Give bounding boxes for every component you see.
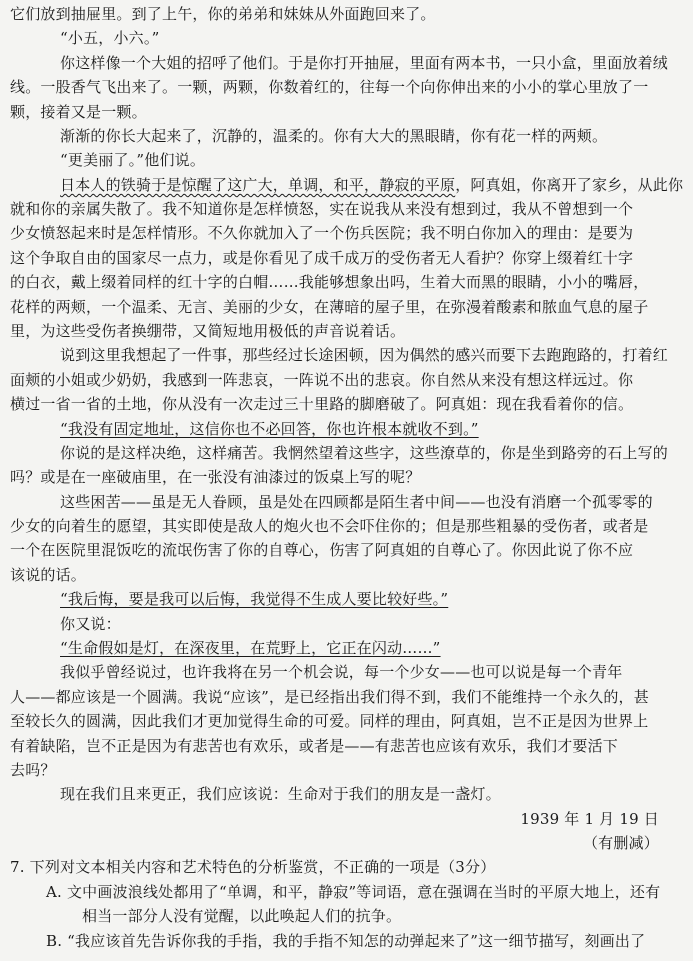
text-line <box>0 175 693 195</box>
option-a-line: 相当一部分人没有觉醒，以此唤起人们的抗争。 <box>82 907 402 925</box>
quote-line <box>0 638 693 658</box>
text-line: 少女的向着生的愿望，其实即使是敌人的炮火也不会吓住你的；但是那些粗暴的受伤者，或者是 <box>10 517 649 535</box>
text-line: 该说的话。 <box>10 566 87 584</box>
underlined-quote: “生命假如是灯，在深夜里，在荒野上，它正在闪动……” <box>60 639 441 657</box>
text-line: 你这样像一个大姐的招呼了他们。于是你打开抽屉，里面有两本书，一只小盒，里面放着绒 <box>60 54 669 72</box>
option-a-line: A. 文中画波浪线处都用了“单调，和平，静寂”等词语，意在强调在当时的平原大地上，还有 <box>46 883 661 901</box>
text-line: 花样的两颊，一个温柔、无言、美丽的少女，在薄暗的屋子里，在弥漫着酸素和脓血气息的屋子 <box>10 298 649 316</box>
text-line: 它们放到抽屉里。到了上午，你的弟弟和妹妹从外面跑回来了。 <box>10 5 436 23</box>
text-line: 至较长久的圆满，因此我们才更加觉得生命的可爱。同样的理由，阿真姐，岂不正是因为世界上 <box>10 712 649 730</box>
date-line: 1939 年 1 月 19 日 <box>520 810 659 828</box>
dialogue-line: “更美丽了。”他们说。 <box>60 151 206 169</box>
quote-line <box>0 589 693 609</box>
text-line: 这个争取自由的国家尽一点力，或是你看见了成千成万的受伤者无人看护？你穿上缀着红十字 <box>10 249 634 267</box>
source-note: （有删减） <box>582 834 659 852</box>
text-line: 这些困苦——虽是无人眷顾，虽是处在四顾都是陌生者中间——也没有消磨一个孤零零的 <box>60 493 653 511</box>
wavy-underlined-phrase: 日本人的铁骑于是惊醒了这广大，单调，和平，静寂的平原 <box>60 176 456 194</box>
dialogue-line: “小五，小六。” <box>60 29 160 47</box>
text-line: 渐渐的你长大起来了，沉静的，温柔的。你有大大的黑眼睛，你有花一样的两颊。 <box>60 127 608 145</box>
quote-line <box>0 419 693 439</box>
text-line: 现在我们且来更正，我们应该说：生命对于我们的朋友是一盏灯。 <box>60 785 501 803</box>
text-line: 线。一股香气飞出来了。一颗，两颗，你数着红的，往每一个向你伸出来的小小的掌心里放了一 <box>10 78 649 96</box>
underlined-quote: “我没有固定地址，这信你也不必回答，你也许根本就收不到。” <box>60 420 479 438</box>
text-line: 面颊的小姐或少奶奶，我感到一阵悲哀，一阵说不出的悲哀。你自然从来没有想这样远过。你 <box>10 371 634 389</box>
text-line: 我似乎曾经说过，也许我将在另一个机会说，每一个少女——也可以说是每一个青年 <box>60 663 623 681</box>
text-line: 人——都应该是一个圆满。我说“应该”，是已经指出我们得不到，我们不能维持一个永久的，甚 <box>10 688 649 706</box>
text-line: 你说的是这样决绝，这样痛苦。我惘然望着这些字，这些潦草的，你是坐到路旁的石上写的 <box>60 444 669 462</box>
text-line: 吗？或是在一座破庙里，在一张没有油漆过的饭桌上写的呢？ <box>10 468 421 486</box>
question-title: 7. 下列对文本相关内容和艺术特色的分析鉴赏，不正确的一项是（3分） <box>10 858 496 876</box>
text-line: 少女愤怒起来时是怎样情形。不久你就加入了一个伤兵医院；我不明白你加入的理由：是要为 <box>10 224 634 242</box>
text-fragment: ，阿真姐，你离开了家乡，从此你 <box>455 176 684 194</box>
text-line: 横过一省一省的土地，你从没有一次走过三十里路的脚磨破了。阿真姐：现在我看着你的信。 <box>10 395 634 413</box>
text-line: 说到这里我想起了一件事，那些经过长途困顿，因为偶然的感兴而要下去跑跑路的，打着红 <box>60 346 669 364</box>
text-line: 里，为这些受伤者换绷带，又简短地用极低的声音说着话。 <box>10 322 406 340</box>
underlined-quote: “我后悔，要是我可以后悔，我觉得不生成人要比较好些。” <box>60 590 449 608</box>
text-line: 就和你的亲属失散了。我不知道你是怎样愤怒，实在说我从来没有想到过，我从不曾想到一个 <box>10 200 634 218</box>
text-line: 的白衣，戴上缀着同样的红十字的白帽……我能够想象出吗，生着大而黑的眼睛，小小的嘴唇， <box>10 273 649 291</box>
text-line: 去吗？ <box>10 761 56 779</box>
text-line: 颗，接着又是一颗。 <box>10 103 147 121</box>
option-b-line: B. “我应该首先告诉你我的手指，我的手指不知怎的动弹起来了”这一细节描写，刻画出了 <box>46 932 646 950</box>
text-line: 你又说： <box>60 615 121 633</box>
text-line: 有着缺陷，岂不正是因为有悲苦也有欢乐，或者是——有悲苦也应该有欢乐，我们才要活下 <box>10 737 619 755</box>
text-line: 一个在医院里混饭吃的流氓伤害了你的自尊心，伤害了阿真姐的自尊心了。你因此说了你不应 <box>10 541 634 559</box>
